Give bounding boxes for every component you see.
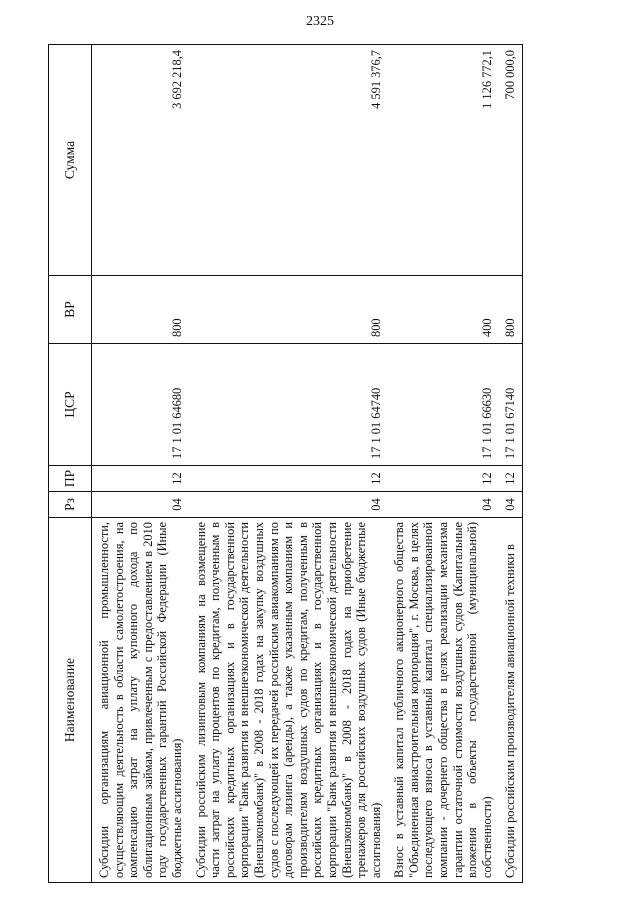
header-csr: ЦСР	[49, 344, 92, 466]
row-pr: 12	[189, 466, 388, 492]
row-vr: 800	[189, 276, 388, 344]
table-row	[189, 45, 388, 883]
header-rz: Рз	[49, 492, 92, 518]
row-vr: 800	[92, 276, 189, 344]
table-row	[498, 45, 522, 883]
row-rz: 04	[498, 492, 522, 518]
table-row	[92, 45, 189, 883]
row-pr: 12	[498, 466, 522, 492]
header-pr: ПР	[49, 466, 92, 492]
row-name: Субсидии российским производителям авиационной техники в	[498, 518, 522, 883]
row-name: Субсидии организациям авиационной промышленности, осуществляющим деятельность в области самолетостроения, на компенсацию затрат на уплату купонного дохода по облигационным займам, привлеченным с предоставлением в 2010 году государственных гарантий Российской Федерации (Иные бюджетные ассигнования)	[92, 518, 189, 883]
table-header-row	[49, 45, 92, 883]
row-csr: 17 1 01 64680	[92, 344, 189, 466]
rotated-page-content	[48, 45, 638, 883]
table-row	[387, 45, 498, 883]
row-vr: 800	[498, 276, 522, 344]
header-sum: Сумма	[49, 45, 92, 276]
row-rz: 04	[189, 492, 388, 518]
row-csr: 17 1 01 64740	[189, 344, 388, 466]
row-sum: 3 692 218,4	[92, 45, 189, 276]
row-name: Взнос в уставный капитал публичного акционерного общества "Объединенная авиастроительная корпорация", г. Москва, в целях последующего взноса в уставный капитал специализированной компании - дочернего общества в целях реализации механизма гарантии остаточной стоимости воздушных судов (Капитальные вложения в объекты государственной (муниципальной) собственности)	[387, 518, 498, 883]
row-sum: 1 126 772,1	[387, 45, 498, 276]
row-csr: 17 1 01 66630	[387, 344, 498, 466]
row-pr: 12	[92, 466, 189, 492]
row-sum: 700 000,0	[498, 45, 522, 276]
page-number: 2325	[306, 14, 334, 29]
row-pr: 12	[387, 466, 498, 492]
row-rz: 04	[387, 492, 498, 518]
header-vr: ВР	[49, 276, 92, 344]
header-name: Наименование	[49, 518, 92, 883]
row-vr: 400	[387, 276, 498, 344]
row-csr: 17 1 01 67140	[498, 344, 522, 466]
row-sum: 4 591 376,7	[189, 45, 388, 276]
budget-table	[48, 44, 523, 883]
row-rz: 04	[92, 492, 189, 518]
row-name: Субсидии российским лизинговым компаниям на возмещение части затрат на уплату процентов по кредитам, полученным в российских кредитных организациях и в государственной корпорации "Банк развития и внешнеэкономической деятельности (Внешэкономбанк)" в 2008 - 2018 годах на закупку воздушных судов с последующей их передачей российским авиакомпаниям по договорам лизинга (аренды), а также указанным компаниям и производителям воздушных судов по кредитам, полученным в российских кредитных организациях и в государственной корпорации "Банк развития и внешнеэкономической деятельности (Внешэкономбанк)" в 2008 - 2018 годах на приобретение тренажеров для российских воздушных судов (Иные бюджетные ассигнования)	[189, 518, 388, 883]
